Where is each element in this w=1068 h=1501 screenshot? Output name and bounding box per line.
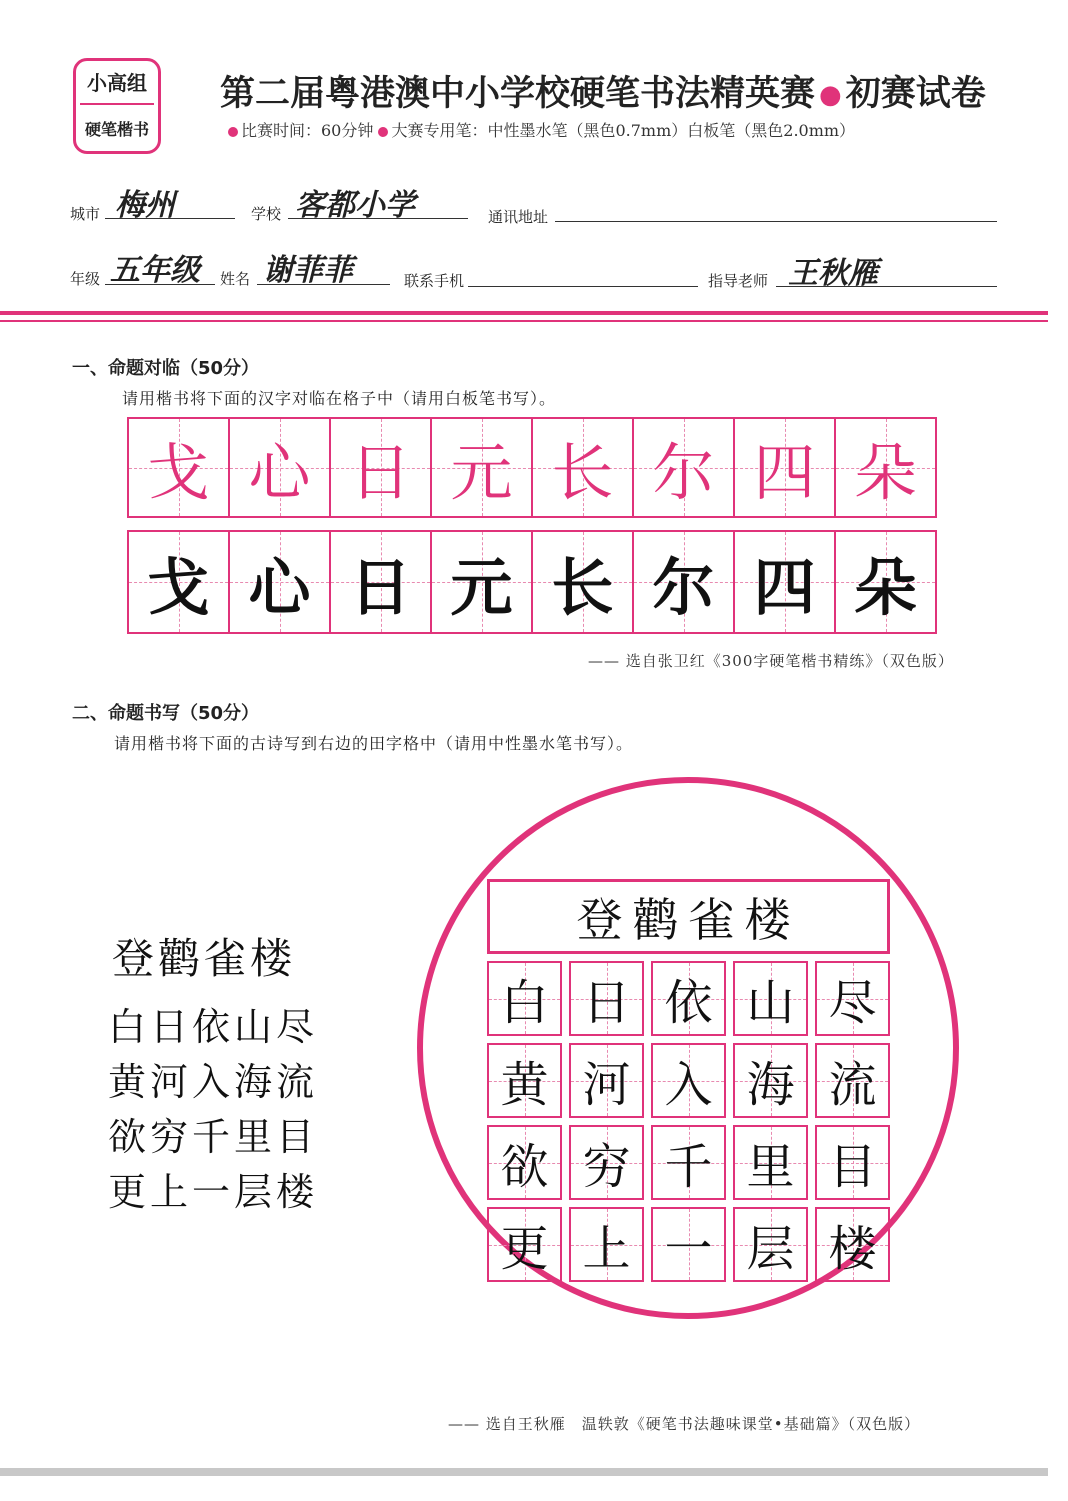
written-character: 上 [582, 1221, 631, 1277]
written-character: 尽 [828, 975, 877, 1031]
written-character: 更 [500, 1221, 549, 1277]
poem-grid-cell[interactable] [487, 961, 562, 1036]
poem-grid-cell[interactable] [569, 961, 644, 1036]
poem-line: 白日依山尽 [108, 1005, 319, 1049]
written-character: 入 [664, 1057, 713, 1113]
copy-grid-answer[interactable] [127, 530, 937, 634]
phone-field[interactable] [468, 286, 698, 287]
answer-title-box[interactable]: 登鹳雀楼 [487, 879, 890, 954]
written-character: 黄 [500, 1057, 549, 1113]
written-character: 一 [664, 1221, 713, 1277]
written-character: 日 [582, 975, 631, 1031]
grade-label: 年级 [70, 270, 101, 288]
copy-grid-model [127, 417, 937, 518]
written-character: 楼 [828, 1221, 877, 1277]
title-dot-icon: ● [819, 80, 842, 110]
written-character: 河 [582, 1057, 631, 1113]
poem-grid-cell[interactable] [651, 1125, 726, 1200]
city-field[interactable]: 梅州 [115, 188, 175, 223]
badge-divider [80, 103, 154, 105]
badge-category-label: 硬笔楷书 [84, 120, 149, 139]
written-character: 目 [828, 1139, 877, 1195]
answer-cell[interactable]: 尔 [634, 532, 735, 632]
teacher-field[interactable]: 王秋雁 [788, 256, 878, 291]
written-character: 千 [664, 1139, 713, 1195]
page-title [220, 66, 986, 116]
poem-grid-cell[interactable] [569, 1043, 644, 1118]
address-label: 通讯地址 [488, 208, 549, 226]
section1-source: —— 选自张卫红《300字硬笔楷书精练》（双色版） [588, 652, 954, 670]
model-cell: 长 [533, 419, 634, 516]
school-label: 学校 [251, 205, 282, 223]
group-badge [73, 58, 161, 154]
answer-cell[interactable]: 元 [432, 532, 533, 632]
written-character: 层 [746, 1221, 795, 1277]
poem-grid-cell[interactable] [733, 1207, 808, 1282]
section2-title: 二、命题书写（50分） [72, 703, 260, 724]
poem-line: 欲穷千里目 [108, 1115, 319, 1159]
school-field[interactable]: 客都小学 [295, 188, 415, 223]
poem-grid-cell[interactable] [487, 1207, 562, 1282]
poem-grid-cell[interactable] [815, 961, 890, 1036]
poem-grid-cell[interactable] [733, 1125, 808, 1200]
section1-title: 一、命题对临（50分） [72, 358, 260, 379]
poem-grid-cell[interactable] [651, 1043, 726, 1118]
written-character: 海 [746, 1057, 795, 1113]
poem-title: 登鹳雀楼 [112, 934, 297, 983]
badge-group-label: 小高组 [87, 71, 147, 95]
section2-instruction: 请用楷书将下面的古诗写到右边的田字格中（请用中性墨水笔书写）。 [114, 734, 634, 753]
bullet-icon [378, 127, 388, 137]
written-character: 穷 [582, 1139, 631, 1195]
poem-line: 黄河入海流 [108, 1060, 319, 1104]
title-main: 第二届粤港澳中小学校硬笔书法精英赛 [220, 74, 816, 114]
phone-label: 联系手机 [404, 272, 465, 290]
model-cell: 日 [331, 419, 432, 516]
poem-line: 更上一层楼 [108, 1170, 319, 1214]
grade-field[interactable]: 五年级 [110, 253, 200, 288]
time-info: 比赛时间：60分钟 [241, 121, 374, 140]
name-field[interactable]: 谢菲菲 [263, 253, 353, 288]
pen-info: 大赛专用笔：中性墨水笔（黑色0.7mm）白板笔（黑色2.0mm） [391, 121, 856, 140]
poem-grid-cell[interactable] [569, 1207, 644, 1282]
answer-cell[interactable]: 朵 [836, 532, 935, 632]
section2-source: —— 选自王秋雁 温轶敦《硬笔书法趣味课堂•基础篇》（双色版） [448, 1415, 921, 1433]
section1-instruction: 请用楷书将下面的汉字对临在格子中（请用白板笔书写）。 [122, 389, 557, 408]
model-cell: 心 [230, 419, 331, 516]
divider-band-thin [0, 320, 1048, 322]
title-suffix: 初赛试卷 [845, 74, 986, 114]
bottom-edge [0, 1468, 1048, 1476]
poem-grid-cell[interactable] [815, 1207, 890, 1282]
poem-grid-cell[interactable] [569, 1125, 644, 1200]
poem-grid-cell[interactable] [487, 1125, 562, 1200]
answer-cell[interactable]: 长 [533, 532, 634, 632]
written-character: 依 [664, 975, 713, 1031]
model-cell: 尔 [634, 419, 735, 516]
written-character: 山 [746, 975, 795, 1031]
address-field[interactable] [555, 221, 997, 222]
poem-grid-cell[interactable] [815, 1043, 890, 1118]
poem-grid-cell[interactable] [651, 961, 726, 1036]
poem-grid-cell[interactable] [651, 1207, 726, 1282]
divider-band [0, 311, 1048, 315]
model-cell: 四 [735, 419, 836, 516]
poem-grid-cell[interactable] [733, 961, 808, 1036]
model-cell: 元 [432, 419, 533, 516]
model-cell: 戈 [129, 419, 230, 516]
answer-cell[interactable]: 戈 [129, 532, 230, 632]
poem-grid-cell[interactable] [487, 1043, 562, 1118]
poem-grid-cell[interactable] [815, 1125, 890, 1200]
name-label: 姓名 [220, 270, 251, 288]
bullet-icon [228, 127, 238, 137]
model-cell: 朵 [836, 419, 935, 516]
written-character: 里 [746, 1139, 795, 1195]
written-character: 欲 [500, 1139, 549, 1195]
city-label: 城市 [70, 205, 101, 223]
answer-cell[interactable]: 四 [735, 532, 836, 632]
teacher-label: 指导老师 [708, 272, 769, 290]
answer-cell[interactable]: 心 [230, 532, 331, 632]
poem-grid-cell[interactable] [733, 1043, 808, 1118]
answer-cell[interactable]: 日 [331, 532, 432, 632]
exam-info [228, 118, 855, 141]
written-character: 流 [828, 1057, 877, 1113]
written-character: 白 [500, 975, 549, 1031]
